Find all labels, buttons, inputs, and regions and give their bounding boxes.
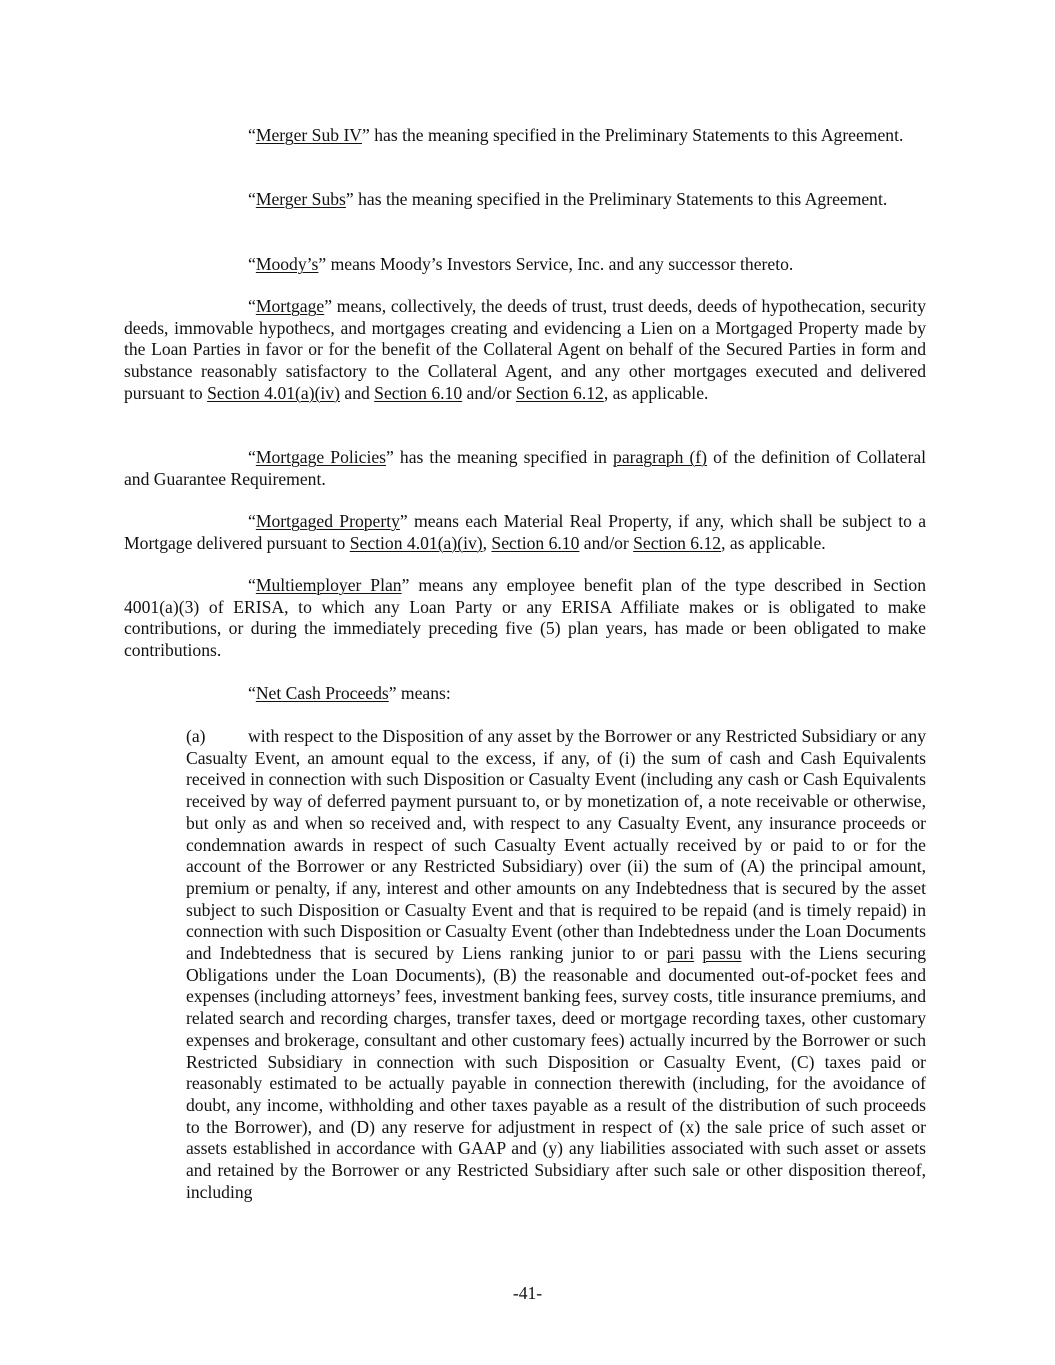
definition-text: of the definition of Collateral and Guarantee Requirement. bbox=[124, 447, 927, 489]
defined-term: Multiemployer Plan bbox=[255, 575, 402, 595]
open-quote: “ bbox=[248, 189, 256, 209]
defined-term: Merger Sub IV bbox=[255, 125, 363, 145]
definition-text: , bbox=[482, 532, 492, 553]
definition-text: ” means, collectively, the deeds of trust, trust deeds, deeds of hypothecation, security deeds, immovable hypothecs, and mortgages creating and evidencing a Lien on a Mortgaged Property made by the Loan Parties in favor or for the benefit of the Collateral Agent on behalf of the Secured Parties in form and substance reasonably satisfactory to the Collateral Agent, and any other mortgages executed and delivered pursuant to bbox=[124, 296, 926, 403]
open-quote: “ bbox=[248, 683, 256, 703]
section-reference: Section 4.01(a)(iv) bbox=[349, 532, 483, 553]
definition-text: ” means each Material Real Property, if any, which shall be subject to a Mortgage delivered pursuant to bbox=[124, 511, 927, 553]
definition-mortgaged-property bbox=[124, 511, 926, 554]
definition-mortgage-policies bbox=[124, 447, 926, 490]
defined-term: Moody’s bbox=[255, 254, 319, 274]
defined-term: Mortgage bbox=[255, 296, 325, 316]
defined-term: Net Cash Proceeds bbox=[255, 683, 389, 703]
definition-merger-subs bbox=[124, 189, 926, 211]
section-reference: Section 6.10 bbox=[491, 532, 580, 553]
definition-merger-sub-iv bbox=[124, 125, 926, 147]
clause-text: with respect to the Disposition of any asset by the Borrower or any Restricted Subsidiary or any Casualty Event, an amount equal to the excess, if any, of (i) the sum of cash and Cash Equivalents received in connection with such Disposition or Casualty Event (including any cash or Cash Equivalents received by way of deferred payment pursuant to, or by monetization of, a note receivable or otherwise, but only as and when so received and, with respect to any Casualty Event, any insurance proceeds or condemnation awards in respect of such Casualty Event actually received by or paid to or for the account of the Borrower or any Restricted Subsidiary) over (ii) the sum of (A) the principal amount, premium or penalty, if any, interest and other amounts on any Indebtedness that is secured by the asset subject to such Disposition or Casualty Event and that is required to be repaid (and is timely repaid) in connection with such Disposition or Casualty Event (other than Indebtedness under the Loan Documents and Indebtedness that is secured by Liens ranking junior to or bbox=[186, 726, 926, 964]
definition-text: and bbox=[339, 382, 375, 403]
paragraph-reference: paragraph (f) bbox=[613, 447, 708, 467]
open-quote: “ bbox=[248, 511, 256, 531]
defined-term: Merger Subs bbox=[255, 189, 346, 209]
latin-term-pari: pari bbox=[666, 943, 695, 964]
definition-text: ” has the meaning specified in bbox=[386, 447, 614, 467]
definition-text: ” has the meaning specified in the Preliminary Statements to this Agreement. bbox=[362, 125, 904, 145]
definition-mortgage bbox=[124, 296, 926, 405]
section-reference: Section 6.10 bbox=[374, 382, 463, 403]
definition-text: , as applicable. bbox=[603, 382, 709, 403]
definition-net-cash-proceeds bbox=[124, 683, 926, 705]
definition-text: and/or bbox=[462, 382, 516, 403]
definition-text: and/or bbox=[579, 532, 634, 553]
open-quote: “ bbox=[248, 447, 256, 467]
definition-text: ” means any employee benefit plan of the type described in Section 4001(a)(3) of ERISA, to which any Loan Party or any ERISA Affiliate makes or is obligated to make contributions, or during the immediately preceding five (5) plan years, has made or been obligated to make contributions. bbox=[124, 575, 926, 661]
definition-text: ” has the meaning specified in the Preliminary Statements to this Agreement. bbox=[345, 189, 888, 209]
section-reference: Section 6.12 bbox=[515, 382, 604, 403]
definition-moodys bbox=[124, 254, 926, 276]
clause-a bbox=[186, 726, 926, 1203]
open-quote: “ bbox=[248, 125, 256, 145]
page-number: -41- bbox=[512, 1283, 543, 1303]
open-quote: “ bbox=[248, 575, 256, 595]
clause-label: (a) bbox=[186, 726, 206, 746]
definition-multiemployer-plan bbox=[124, 575, 926, 662]
open-quote: “ bbox=[248, 254, 256, 274]
definition-text: , as applicable. bbox=[721, 532, 826, 553]
section-reference: Section 6.12 bbox=[633, 532, 722, 553]
definition-text: ” means Moody’s Investors Service, Inc. and any successor thereto. bbox=[318, 254, 794, 274]
section-reference: Section 4.01(a)(iv) bbox=[207, 382, 340, 403]
clause-text: with the Liens securing Obligations under the Loan Documents), (B) the reasonable and documented out-of-pocket fees and expenses (including attorneys’ fees, investment banking fees, survey costs, title insurance premiums, and related search and recording charges, transfer taxes, deed or mortgage recording taxes, other customary expenses and brokerage, consultant and other customary fees) actually incurred by the Borrower or such Restricted Subsidiary in connection with such Disposition or Casualty Event, (C) taxes paid or reasonably estimated to be actually payable in connection therewith (including, for the avoidance of doubt, any income, withholding and other taxes payable as a result of the distribution of such proceeds to the Borrower), and (D) any reserve for adjustment in respect of (x) the sale price of such asset or assets established in accordance with GAAP and (y) any liabilities associated with such asset or assets and retained by the Borrower or any Restricted Subsidiary after such sale or other disposition thereof, including bbox=[186, 943, 926, 1202]
latin-term-passu: passu bbox=[702, 943, 742, 964]
open-quote: “ bbox=[248, 296, 256, 316]
defined-term: Mortgage Policies bbox=[255, 447, 387, 467]
defined-term: Mortgaged Property bbox=[255, 511, 400, 531]
definition-text: ” means: bbox=[388, 683, 451, 703]
